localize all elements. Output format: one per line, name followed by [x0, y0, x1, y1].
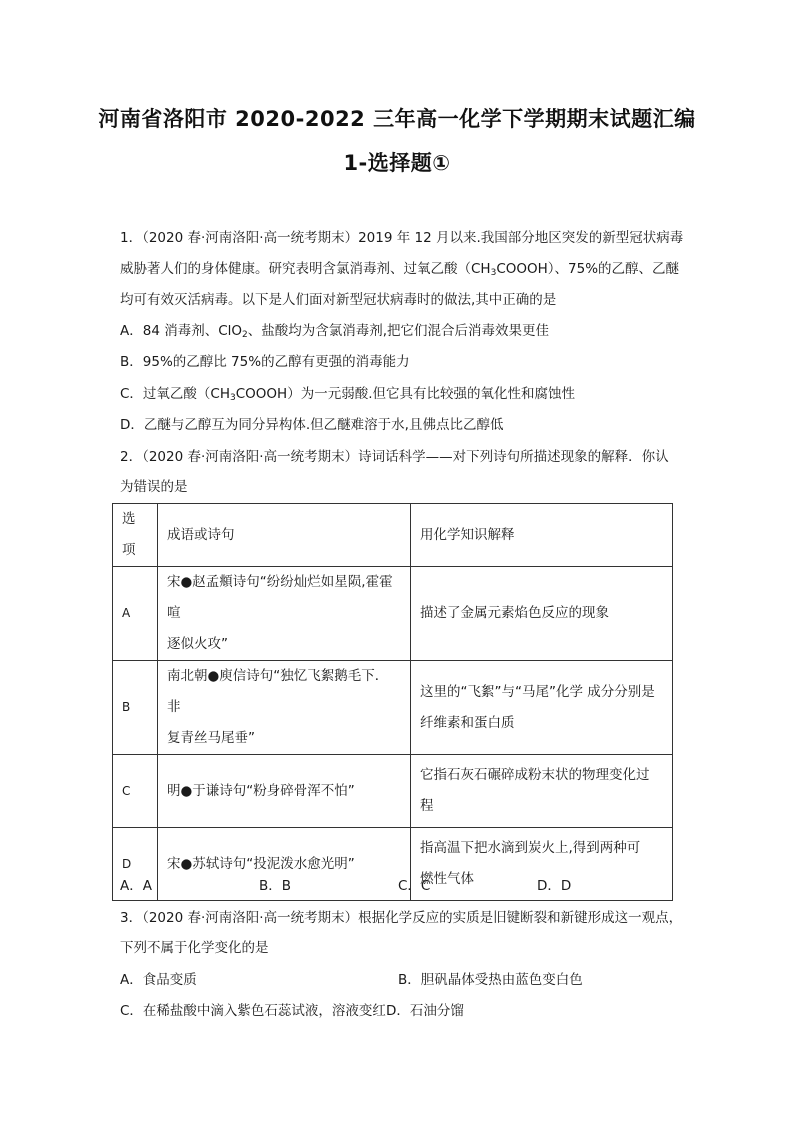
row-explain: 它指石灰石碾碎成粉末状的物理变化过 程: [411, 755, 673, 828]
q1-option-a: A．84 消毒剂、ClO$_2$、盐酸均为含氯消毒剂,把它们混合后消毒效果更佳: [120, 323, 550, 340]
q3-option-c: C．在稀盐酸中滴入紫色石蕊试液，溶液变红: [120, 1003, 386, 1019]
row-poem: 宋●苏轼诗句“投泥泼水愈光明”: [158, 828, 411, 901]
q1-option-b: B．95%的乙醇比 75%的乙醇有更强的消毒能力: [120, 354, 410, 370]
q2-stem-line1: 2．（2020 春·河南洛阳·高一统考期末）诗词话科学——对下列诗句所描述现象的解释．你认: [120, 449, 669, 465]
q3-option-c-d: [120, 1001, 464, 1021]
header-poem: 成语或诗句: [158, 504, 411, 567]
row-option: A: [113, 567, 158, 661]
table-row: [113, 755, 673, 828]
q1-stem-line1: 1．（2020 春·河南洛阳·高一统考期末）2019 年 12 月以来.我国部分地区突发的新型冠状病毒: [120, 230, 684, 246]
row-option: B: [113, 661, 158, 755]
row-option: C: [113, 755, 158, 828]
document-title: 河南省洛阳市 2020-2022 三年高一化学下学期期末试题汇编: [98, 107, 696, 131]
table-header-row: [113, 504, 673, 567]
q3-option-b: B．胆矾晶体受热由蓝色变白色: [398, 972, 583, 988]
row-poem: 南北朝●庾信诗句“独忆飞絮鹅毛下．非 复青丝马尾垂”: [158, 661, 411, 755]
q1-stem-line3: 均可有效灭活病毒。以下是人们面对新型冠状病毒时的做法,其中正确的是: [120, 292, 557, 308]
row-poem: 宋●赵孟頫诗句“纷纷灿烂如星陨,霍霍喧 逐似火攻”: [158, 567, 411, 661]
q3-option-d: D．石油分馏: [385, 1003, 464, 1019]
header-explain: 用化学知识解释: [411, 504, 673, 567]
row-explain: 指高温下把水滴到炭火上,得到两种可 燃性气体: [411, 828, 673, 901]
q2-stem-line2: 为错误的是: [120, 479, 188, 495]
q2-choice-b: B．B: [259, 878, 292, 894]
table-row: [113, 661, 673, 755]
q2-choice-c: C．C: [398, 878, 431, 894]
table-row: [113, 567, 673, 661]
row-option: D: [113, 828, 158, 901]
q3-stem-line2: 下列不属于化学变化的是: [120, 940, 269, 956]
q1-stem-line2: 威胁著人们的身体健康。研究表明含氯消毒剂、过氧乙酸$(CH_3COOOH)$、75%的乙醇、乙醚: [120, 261, 680, 278]
table-row: [113, 828, 673, 901]
q2-choice-a: A．A: [120, 878, 152, 894]
row-explain: 这里的“飞絮”与“马尾”化学 成分分别是 纤维素和蛋白质: [411, 661, 673, 755]
q1-option-c: C．过氧乙酸$(CH_3COOOH)$为一元弱酸.但它具有比较强的氧化性和腐蚀性: [120, 386, 575, 403]
q3-option-a: A．食品变质: [120, 972, 197, 988]
header-option: 选项: [113, 504, 158, 567]
q2-choice-d: D．D: [537, 878, 572, 894]
document-subtitle: 1-选择题①: [343, 151, 451, 175]
q2-table: [112, 503, 673, 901]
q3-stem-line1: 3．（2020 春·河南洛阳·高一统考期末）根据化学反应的实质是旧键断裂和新键形成这一观点，: [120, 910, 683, 926]
q1-option-d: D．乙醚与乙醇互为同分异构体.但乙醚难溶于水,且佛点比乙醇低: [120, 417, 504, 433]
row-explain: 描述了金属元素焰色反应的现象: [411, 567, 673, 661]
row-poem: 明●于谦诗句“粉身碎骨浑不怕”: [158, 755, 411, 828]
